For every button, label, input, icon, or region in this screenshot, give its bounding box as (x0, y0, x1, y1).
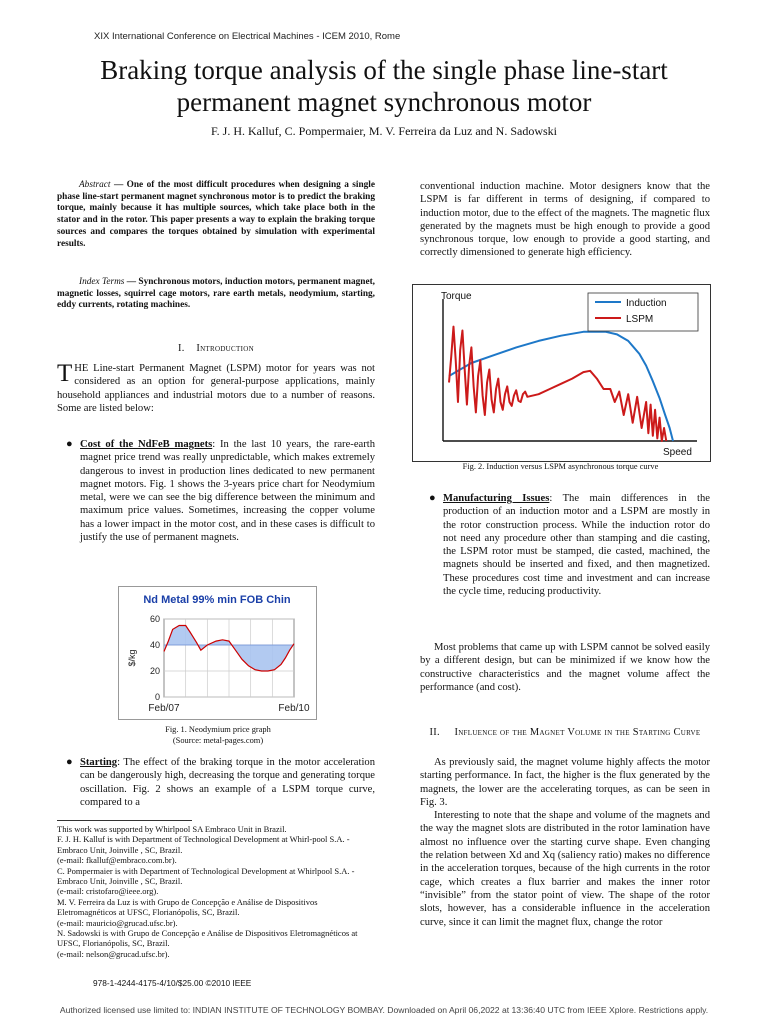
x-tick-label: Feb/07 (148, 703, 180, 714)
bullet-cost-text: : In the last 10 years, the rare-earth magnet price trend was really unpredictable, which makes extremely dangerous to invest in production lines dedicated to new permanent magnet motors. Fig. 1 shows the 3-years price chart for Neodymium metal, were we can see the big difference between the minimum and maximum price values. Sometimes, increasing the copper volume has a lower impact in the motor cost, and in these cases is difficult to justify the use of permanent magnets. (80, 439, 375, 544)
footnote: (e-mail: cristofaro@ieee.org). (57, 886, 159, 897)
bullet-manufacturing (429, 492, 710, 598)
index-terms-label: Index Terms (79, 277, 125, 287)
bullet-icon: ● (66, 438, 73, 450)
legend-label: LSPM (626, 314, 654, 325)
section1-heading (57, 343, 375, 354)
footnote: C. Pompermaier is with Department of Technological Development at Whirlpool S.A. - Embraco Unit, Joinville , SC, Brazil. (57, 865, 355, 887)
section2-paragraph-2: Interesting to note that the shape and volume of the magnets and the way the magnet slots are distributed in the rotor lamination have almost no influence over the starting curve shape. Even changing the relation between Xd and Xq (saliency ratio) makes no difference in the acceleration torques, because of the high currents in the rotor cage, which creates a flux barrier and makes the inner rotor “invisible” from the stator point of view. The shape of the rotor slots, however, has a considerable influence in the acceleration curve, since it can limit the magnet flux, change the rotor (420, 810, 710, 928)
right-continuation-text: conventional induction machine. Motor designers know that the LSPM is far different in terms of designing, if compared to induction motor, due to the effect of the magnets. The magnetic flux generated by the magnets must be high enough to provide a good synchronous torque, low enough to provide a good starting, and correctly dimensioned to generate high efficiency. (420, 181, 710, 259)
figure-1-caption-line1: Fig. 1. Neodymium price graph (165, 725, 271, 734)
bullet-list-left-2 (57, 756, 375, 809)
bullet-manufacturing-label: Manufacturing Issues (443, 493, 550, 504)
figure-1-caption-line2: (Source: metal-pages.com) (172, 735, 264, 745)
neodymium-price-chart (119, 587, 316, 719)
footnote: N. Sadowski is with Grupo de Concepção e Análise de Dispositivos Eletromagnéticos at UFSC, Florianópolis, SC, Brazil. (57, 928, 358, 949)
footnote: (e-mail: mauricio@grucad.ufsc.br). (57, 917, 178, 928)
bullet-starting (66, 756, 375, 809)
figure-1 (118, 586, 317, 720)
chart-title: Nd Metal 99% min FOB Chin (143, 594, 291, 606)
footnote: (e-mail: fkalluf@embraco.com.br). (57, 855, 177, 866)
abstract: Abstract — One of the most difficult procedures when designing a single phase line-start permanent magnet synchronous motor is to predict the braking torque, mainly because it has multiple sources, which take place both in the stator and in the rotor. This paper presents a way to explain the braking torque sources and compares the torques obtained by simulation with experimental results. (57, 180, 376, 249)
bullet-list-right (420, 492, 710, 598)
figure-2-caption: Fig. 2. Induction versus LSPM asynchronous torque curve (462, 462, 659, 471)
footnotes (57, 824, 375, 959)
dropcap: T (57, 360, 73, 387)
figure-1-caption (118, 725, 318, 746)
section1-closing-text: Most problems that came up with LSPM cannot be solved easily by a different design, but can be minimized if we know how the constructive characteristics and the magnet volume affect the performance (and cost). (420, 642, 710, 693)
isbn-line: 978-1-4244-4175-4/10/$25.00 ©2010 IEEE (93, 978, 252, 988)
y-tick-label: 60 (149, 614, 160, 624)
x-axis-label: Speed (663, 447, 692, 458)
bullet-cost-label: Cost of the NdFeB magnets (80, 439, 213, 450)
section2-heading (420, 727, 710, 738)
figure-2 (412, 284, 711, 462)
bullet-icon: ● (66, 756, 73, 768)
section2-body (420, 756, 710, 929)
intro-text: HE Line-start Permanent Magnet (LSPM) motor for years was not considered as an option for general-purpose applications, mainly household appliances and industrial motors due to a number of reasons. Some are listed below: (57, 363, 375, 414)
abstract-text: One of the most difficult procedures when designing a single phase line-start permanent magnet synchronous motor is to predict the braking torque, mainly because it has multiple sources, which take place both in the stator and in the rotor. This paper presents a way to explain the braking torque sources and compares the torques obtained by simulation with experimental results. (57, 180, 376, 249)
torque-curve-chart (413, 285, 710, 461)
license-line: Authorized licensed use limited to: INDIAN INSTITUTE OF TECHNOLOGY BOMBAY. Downloaded on April 06,2022 at 13:36:40 UTC from IEEE Xplore. Restrictions apply. (59, 1005, 709, 1015)
y-axis-label: $/kg (127, 649, 137, 667)
bullet-starting-label: Starting (80, 757, 118, 768)
legend-label: Induction (626, 298, 667, 309)
footnote: This work was supported by Whirlpool SA Embraco Unit in Brazil. (57, 824, 287, 834)
section1-intro (57, 362, 375, 415)
conference-header: XIX International Conference on Electrical Machines - ICEM 2010, Rome (94, 31, 401, 42)
section1-title: Introduction (196, 343, 254, 354)
index-terms: Index Terms — Synchronous motors, induction motors, permanent magnet, magnetic losses, squirrel cage motors, rare earth metals, neodymium, starting, eddy currents, rotating machines. (57, 277, 375, 311)
right-continuation (420, 180, 710, 260)
footnote: M. V. Ferreira da Luz is with Grupo de Concepção e Análise de Dispositivos Eletromagnéticos at UFSC, Florianópolis, SC, Brazil. (57, 896, 318, 918)
footnote-divider (57, 820, 192, 821)
index-terms-text: Synchronous motors, induction motors, permanent magnet, magnetic losses, squirrel cage motors, rare earth metals, neodymium, starting, eddy currents, rotating machines. (57, 277, 375, 311)
abstract-label: Abstract (79, 180, 111, 190)
section1-number: I. (178, 343, 185, 354)
bullet-starting-text: : The effect of the braking torque in the motor acceleration can be dangerously high, decreasing the torque and generating torque oscillation. Fig. 2 shows an example of a LSPM torque curve, compared to a (80, 757, 375, 808)
bullet-manufacturing-text: : The main differences in the production of an induction motor and a LSPM are mostly in the rotor construction process. While the induction rotor do not need any procedure other than stamping and die casting, the LSPM rotor must be stamped, die casted, machined, the magnets should be inserted and fixed, and then magnetized. These procedures cost time and investment and can increase the cycle time, reducing productivity. (443, 493, 710, 598)
y-tick-label: 20 (149, 666, 160, 676)
section2-title: Influence of the Magnet Volume in the Starting Curve (454, 727, 701, 738)
series-line-lspm (449, 327, 666, 441)
bullet-list-left (57, 438, 375, 544)
paper-authors: F. J. H. Kalluf, C. Pompermaier, M. V. Ferreira da Luz and N. Sadowski (210, 124, 558, 138)
section2-paragraph-1: As previously said, the magnet volume highly affects the motor starting performance. In fact, the higher is the flux generated by the magnets, the lower are the accelerating torques, as can be seen in Fig. 3. (420, 757, 710, 808)
section2-number: II. (429, 727, 440, 738)
footnote: (e-mail: nelson@grucad.ufsc.br). (57, 948, 170, 959)
x-tick-label: Feb/10 (278, 703, 310, 714)
paper-title: Braking torque analysis of the single phase line-start permanent magnet synchronous motor (100, 55, 668, 117)
footnote: F. J. H. Kalluf is with Department of Technological Development at Whirl-pool S.A. - Embraco Unit, Joinville , SC, Brazil. (57, 834, 350, 855)
y-tick-label: 40 (149, 640, 160, 650)
section1-closing (420, 641, 710, 694)
y-tick-label: 0 (154, 692, 160, 702)
y-axis-label: Torque (441, 291, 472, 302)
bullet-icon: ● (429, 492, 436, 504)
bullet-cost (66, 438, 375, 544)
